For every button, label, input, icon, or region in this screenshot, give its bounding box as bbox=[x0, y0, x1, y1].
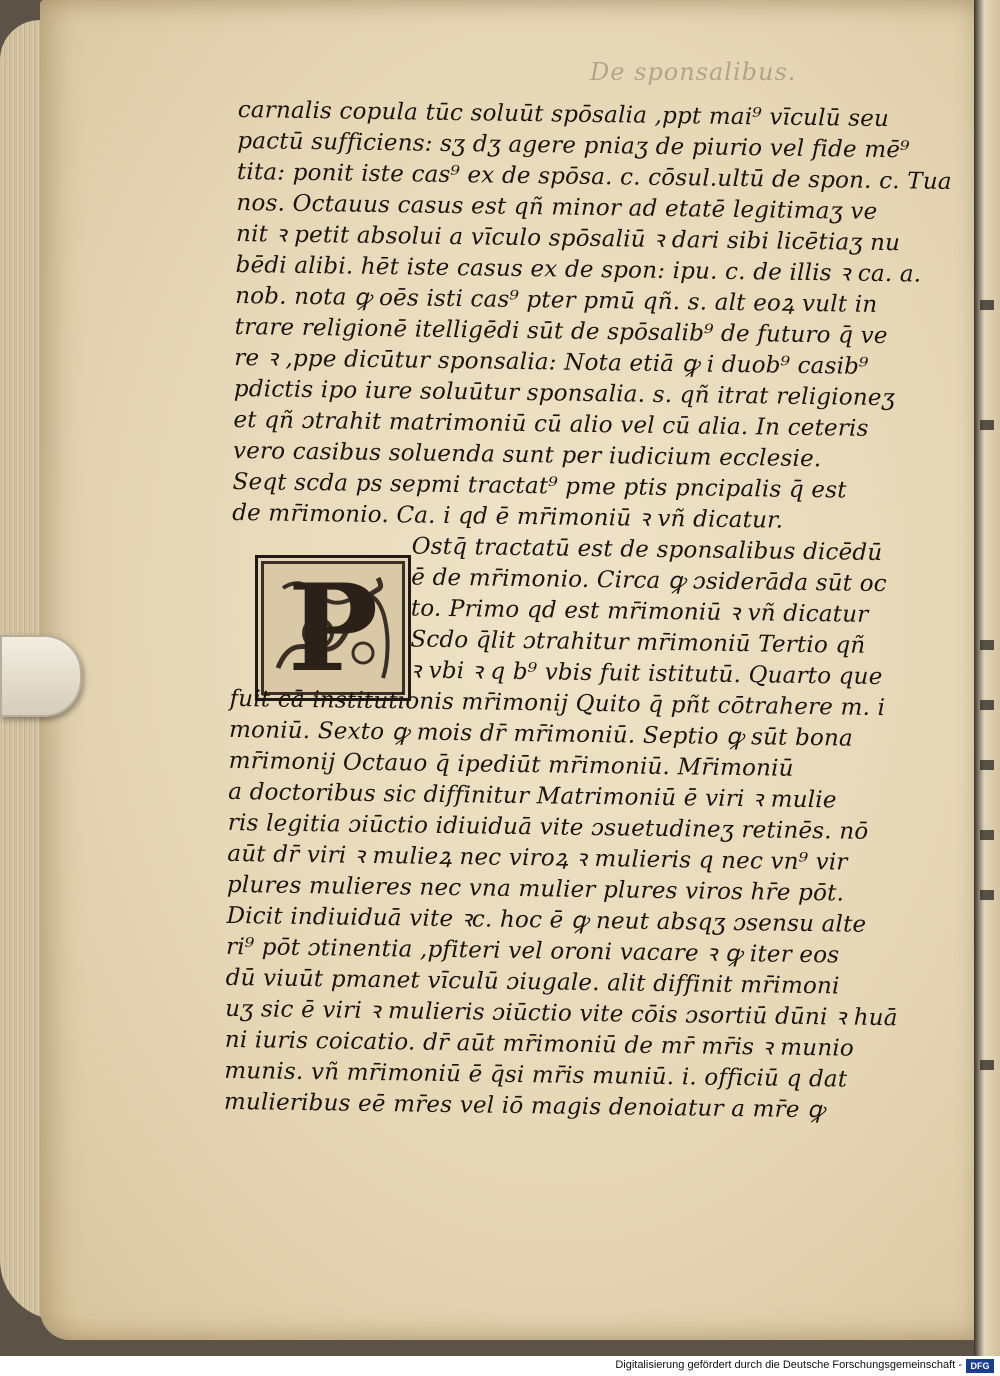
text-line: trare religionē itelligēdi sūt de spōsalib⁹ de futuro q̄ ve bbox=[234, 313, 888, 350]
text-line: fuit cā institutionis mr̄imonij Quito q̄ pñt cōtrahere m. i bbox=[229, 685, 886, 722]
text-line: aūt dr̄ viri ꝛ mulieꝝ nec viroꝝ ꝛ mulieris q nec vn⁹ vir bbox=[227, 840, 848, 876]
dfg-logo: DFG bbox=[966, 1359, 994, 1373]
funding-credit: Digitalisierung gefördert durch die Deutsche Forschungsgemeinschaft - bbox=[615, 1359, 962, 1371]
text-line: re ꝛ ,ppe dicūtur sponsalia: Nota etiā ꝙ i duob⁹ casib⁹ bbox=[234, 344, 869, 380]
text-line: uʒ sic ē viri ꝛ mulieris ɔiūctio vite cōis ɔsortiū dūni ꝛ huā bbox=[225, 995, 898, 1032]
initial-text-line: to. Primo qd est mr̄imoniū ꝛ vñ dicatur bbox=[410, 595, 869, 628]
text-line: mr̄imonij Octauo q̄ ipediūt mr̄imoniū. Mr̄imoniū bbox=[228, 747, 794, 782]
facing-page-edge bbox=[974, 0, 1000, 1356]
initial-letter: P bbox=[287, 557, 379, 699]
text-line: moniū. Sexto ꝙ mois dr̄ mr̄imoniū. Septio ꝙ sūt bona bbox=[228, 716, 854, 752]
text-line: de mr̄imonio. Ca. i qd ē mr̄imoniū ꝛ vñ dicatur. bbox=[231, 499, 784, 534]
text-line: Dicit indiuiduā vite ꝛc. hoc ē ꝙ neut absqʒ ɔsensu alte bbox=[226, 902, 867, 938]
text-line: ni iuris coicatio. dr̄ aūt mr̄imoniū de mr̄ mr̄is ꝛ munio bbox=[224, 1026, 855, 1062]
text-line: ri⁹ pōt ɔtinentia ,pfiteri vel oroni vacare ꝛ ꝙ iter eos bbox=[225, 933, 840, 969]
text-line: plures mulieres nec vna mulier plures viros hr̄e pōt. bbox=[226, 871, 845, 907]
text-line: nob. nota ꝙ oēs isti cas⁹ pter pmū qñ. s. alt eoꝝ vult in bbox=[235, 282, 878, 318]
text-line: vero casibus soluenda sunt per iudicium ecclesie. bbox=[232, 437, 822, 473]
text-line: ris legitia ɔiūctio idiuiduā vite ɔsuetudineʒ retinēs. nō bbox=[227, 809, 869, 845]
text-line: dū viuūt pmanet vīculū ɔiugale. alit diffinit mr̄imoni bbox=[225, 964, 840, 1000]
initial-text-line: ē de mr̄imonio. Circa ꝙ ɔsiderāda sūt oc bbox=[411, 564, 888, 598]
initial-text-line: Ostq̄ tractatū est de sponsalibus dicēdū bbox=[411, 533, 883, 567]
text-line: carnalis copula tūc soluūt spōsalia ,ppt mai⁹ vīculū seu bbox=[237, 96, 890, 133]
text-line: nit ꝛ petit absolui a vīculo spōsaliū ꝛ dari sibi licētiaʒ nu bbox=[235, 220, 901, 257]
text-line: pactū sufficiens: sʒ dʒ agere pniaʒ de piurio vel fide mē⁹ bbox=[237, 127, 910, 164]
text-line: tita: ponit iste cas⁹ ex de spōsa. c. cōsul.ultū de spon. c. Tua bbox=[236, 158, 952, 195]
text-line: et qñ ɔtrahit matrimoniū cū alio vel cū alia. In ceteris bbox=[233, 406, 869, 442]
text-line: mulieribus eē mr̄es vel iō magis denoiatur a mr̄e ꝙ bbox=[223, 1088, 825, 1124]
running-head: De sponsalibus. bbox=[590, 58, 797, 86]
footer-bar bbox=[0, 1356, 1000, 1376]
page-tab-marker bbox=[0, 635, 82, 717]
text-line: nos. Octauus casus est qñ minor ad etatē legitimaʒ ve bbox=[236, 189, 878, 225]
text-line: bēdi alibi. hēt iste casus ex de spon: ipu. c. de illis ꝛ ca. a. bbox=[235, 251, 922, 288]
initial-text-line: Scdo q̄lit ɔtrahitur mr̄imoniū Tertio qñ bbox=[410, 626, 866, 659]
text-line: Seqt scda ps sepmi tractat⁹ pme ptis pncipalis q̄ est bbox=[232, 468, 847, 504]
text-line: pdictis ipo iure soluūtur sponsalia. s. qñ itrat religioneʒ bbox=[233, 375, 896, 412]
initial-text-line: ꝛ vbi ꝛ q b⁹ vbis fuit istitutū. Quarto que bbox=[409, 657, 883, 691]
text-block bbox=[223, 95, 952, 1174]
text-line: munis. vñ mr̄imoniū ē q̄si mr̄is muniū. i. officiū q dat bbox=[224, 1057, 848, 1093]
text-line: a doctoribus sic diffinitur Matrimoniū ē viri ꝛ mulie bbox=[228, 778, 837, 814]
